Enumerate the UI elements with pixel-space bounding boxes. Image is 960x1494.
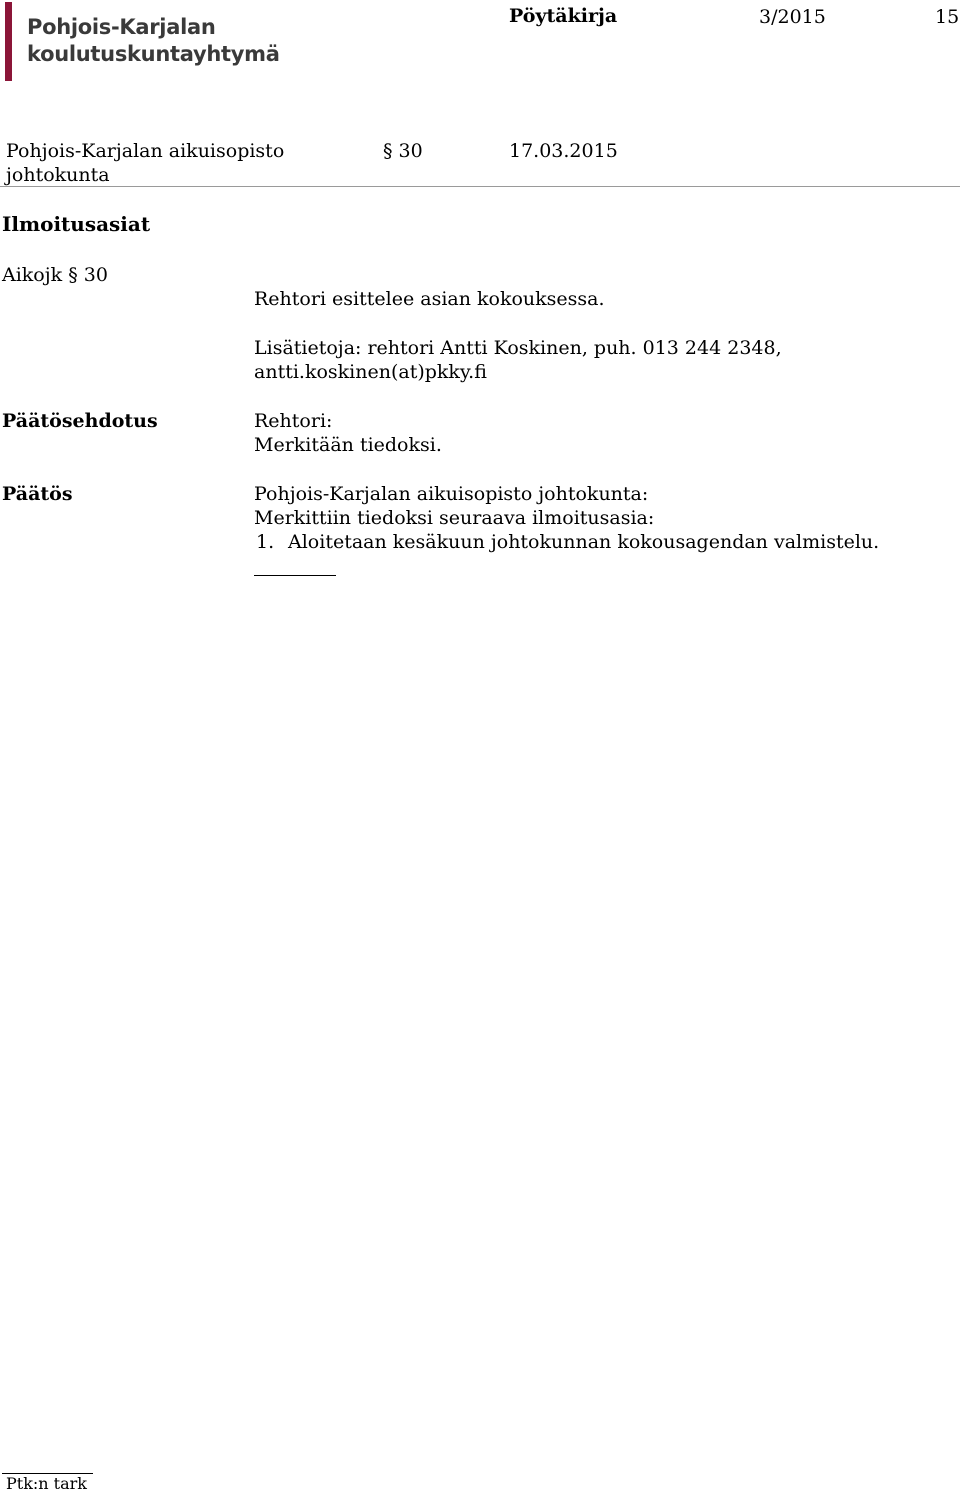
- footer-check-label: Ptk:n tark: [6, 1474, 87, 1493]
- item-title: Ilmoitusasiat: [2, 212, 151, 236]
- item-info-line-2: antti.koskinen(at)pkky.fi: [254, 361, 487, 383]
- logo-accent-bar: [5, 2, 12, 81]
- meeting-body-line-2: johtokunta: [6, 164, 110, 186]
- logo-line-1: Pohjois-Karjalan: [27, 15, 216, 39]
- end-of-item-rule: [254, 575, 336, 576]
- proposal-label: Päätösehdotus: [2, 410, 158, 432]
- decision-label: Päätös: [2, 483, 73, 505]
- logo-line-2: koulutuskuntayhtymä: [27, 42, 280, 66]
- proposal-line-1: Rehtori:: [254, 410, 333, 432]
- item-intro: Rehtori esittelee asian kokouksessa.: [254, 288, 605, 310]
- meeting-body-line-1: Pohjois-Karjalan aikuisopisto: [6, 140, 285, 162]
- proposal-line-2: Merkitään tiedoksi.: [254, 434, 442, 456]
- decision-line-1: Pohjois-Karjalan aikuisopisto johtokunta:: [254, 483, 649, 505]
- decision-line-2: Merkittiin tiedoksi seuraava ilmoitusasia:: [254, 507, 655, 529]
- list-item-text: Aloitetaan kesäkuun johtokunnan kokousagendan valmistelu.: [288, 531, 880, 553]
- list-item-number: 1.: [256, 531, 275, 553]
- meeting-date: 17.03.2015: [509, 140, 618, 162]
- page-number: 15: [935, 6, 960, 28]
- issue-number: 3/2015: [759, 6, 826, 28]
- header-divider: [0, 186, 960, 187]
- doc-type: Pöytäkirja: [509, 5, 618, 27]
- section-number: § 30: [383, 140, 423, 162]
- item-info-line-1: Lisätietoja: rehtori Antti Koskinen, puh. 013 244 2348,: [254, 337, 782, 359]
- item-reference: Aikojk § 30: [2, 264, 108, 286]
